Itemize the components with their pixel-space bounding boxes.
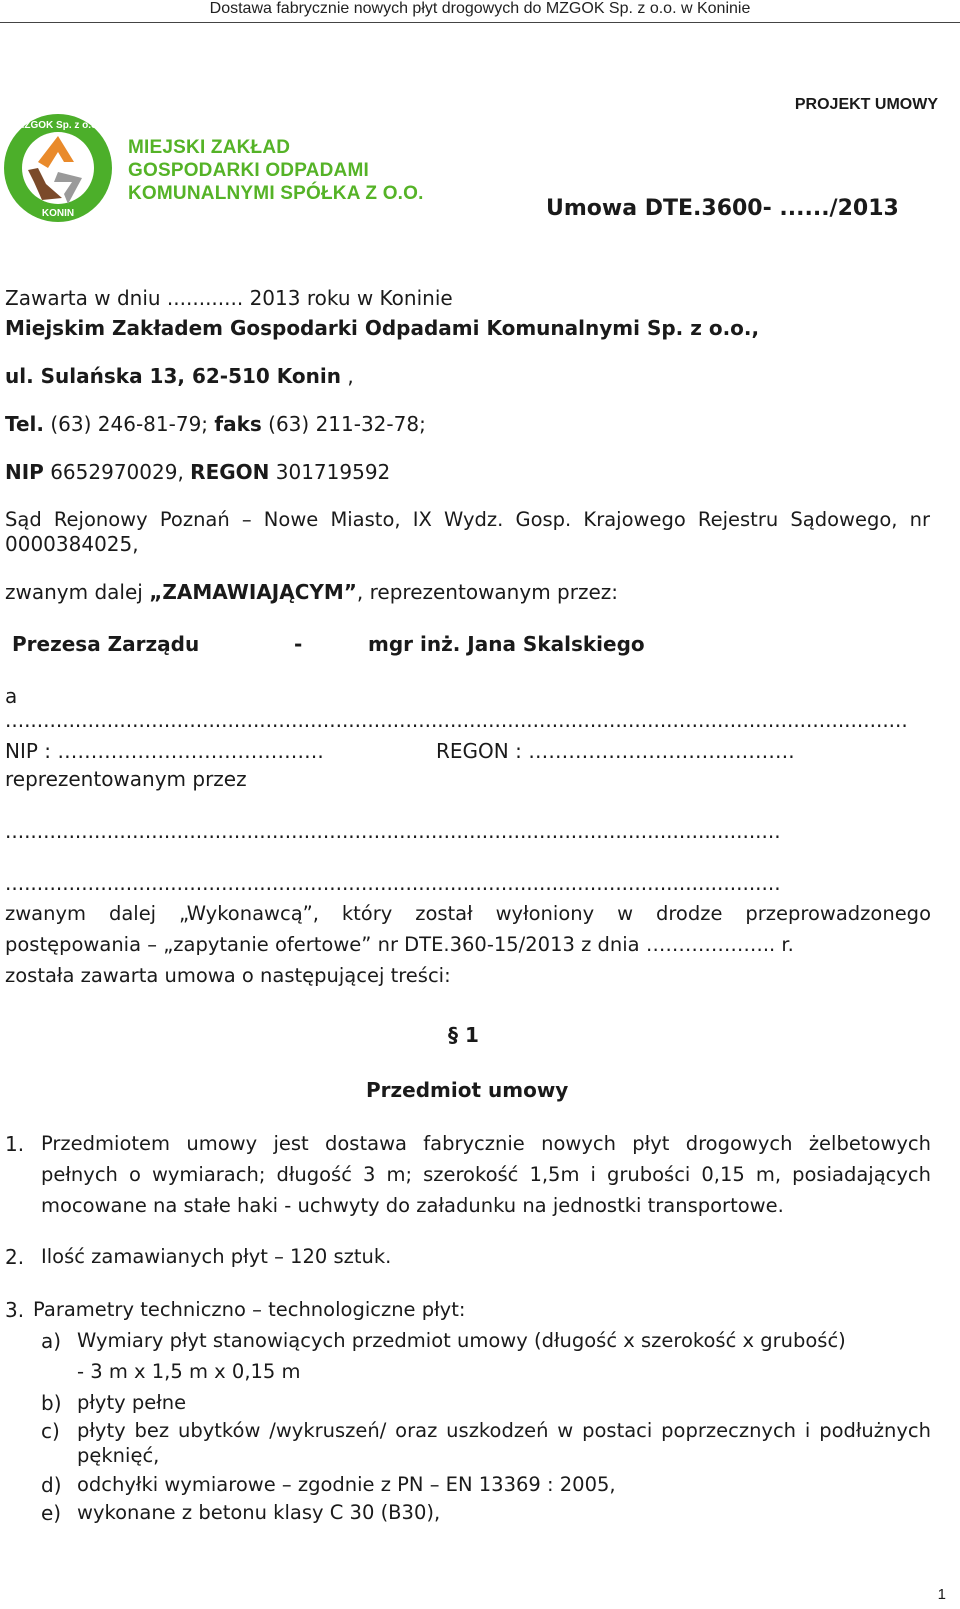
address-text: ul. Sulańska 13, 62-510 Konin: [5, 364, 342, 388]
sub-a-text: Wymiary płyt stanowiących przedmiot umowy (długość x szerokość x grubość): [77, 1329, 846, 1352]
running-header: Dostawa fabrycznie nowych płyt drogowych do MZGOK Sp. z o.o. w Koninie: [209, 0, 751, 17]
project-label: PROJEKT UMOWY: [794, 96, 938, 113]
page-number: 1: [937, 1586, 946, 1603]
contract-number: Umowa DTE.3600- ....../2013: [546, 196, 899, 221]
wykonawca-line: zwanym dalej „Wykonawcą”, który został wyłoniony w drodze przeprowadzonego: [5, 902, 931, 925]
regon-value: 301719592: [269, 460, 391, 484]
item-1-line-1: Przedmiotem umowy jest dostawa fabrycznie nowych płyt drogowych żelbetowych: [41, 1132, 931, 1155]
item-2-text: Ilość zamawianych płyt – 120 sztuk.: [41, 1245, 392, 1268]
party2-rep-blank-2: ..........................................................................................................................: [5, 871, 781, 895]
logo-line-2: GOSPODARKI ODPADAMI: [128, 160, 369, 181]
court-line-2: 0000384025,: [5, 532, 139, 556]
nip-label: NIP: [5, 460, 44, 484]
called-prefix: zwanym dalej: [5, 580, 150, 604]
party2-a: a: [5, 684, 18, 708]
section-paragraph-sign: § 1: [448, 1023, 479, 1047]
tel-label: Tel.: [5, 412, 45, 436]
ids-line: [5, 460, 390, 484]
concluded-line: została zawarta umowa o następującej treści:: [5, 964, 451, 987]
zamawiajacy-line: [5, 580, 618, 604]
called-name: „ZAMAWIAJĄCYM”: [149, 580, 357, 604]
item-1-number: 1.: [5, 1132, 25, 1156]
sub-d-text: odchyłki wymiarowe – zgodnie z PN – EN 13369 : 2005,: [77, 1473, 616, 1496]
party1-address: [5, 364, 354, 388]
sub-a-dimensions: - 3 m x 1,5 m x 0,15 m: [77, 1360, 301, 1383]
sub-e-text: wykonane z betonu klasy C 30 (B30),: [77, 1501, 441, 1524]
fax-label: faks: [214, 412, 262, 436]
address-comma: ,: [341, 364, 354, 388]
party2-name-blank: ..............................................................................................................................................: [5, 708, 908, 732]
party1-name: Miejskim Zakładem Gospodarki Odpadami Komunalnymi Sp. z o.o.,: [5, 316, 760, 340]
item-2-number: 2.: [5, 1245, 25, 1269]
sub-c-line-1: płyty bez ubytków /wykruszeń/ oraz uszkodzeń w postaci poprzecznych i podłużnych: [77, 1419, 931, 1442]
logo-ring-top: MZGOK Sp. z o.o.: [16, 120, 100, 131]
party2-rep-by: reprezentowanym przez: [5, 767, 247, 791]
item-1-line-3: mocowane na stałe haki - uchwyty do załadunku na jednostki transportowe.: [41, 1194, 784, 1217]
sub-b-text: płyty pełne: [77, 1391, 187, 1414]
recycling-logo-icon: [2, 112, 114, 224]
nip-value: 6652970029,: [43, 460, 191, 484]
sub-c-label: c): [41, 1419, 60, 1443]
sub-d-label: d): [41, 1473, 62, 1497]
called-suffix: , reprezentowanym przez:: [356, 580, 618, 604]
logo-line-1: MIEJSKI ZAKŁAD: [128, 137, 291, 158]
sub-c-line-2: pęknięć,: [77, 1444, 160, 1467]
rep-role: Prezesa Zarządu: [12, 632, 200, 656]
sub-e-label: e): [41, 1501, 62, 1525]
header-divider: [0, 22, 960, 23]
section-title: Przedmiot umowy: [366, 1078, 569, 1102]
item-1-line-2: pełnych o wymiarach; długość 3 m; szerokość 1,5m i grubości 0,15 m, posiadających: [41, 1163, 931, 1186]
item-3-text: Parametry techniczno – technologiczne płyt:: [33, 1298, 466, 1321]
court-line-1: Sąd Rejonowy Poznań – Nowe Miasto, IX Wydz. Gosp. Krajowego Rejestru Sądowego, nr: [5, 508, 930, 531]
tel-value: (63) 246-81-79;: [44, 412, 215, 436]
contact-line: [5, 412, 426, 436]
item-3-number: 3.: [5, 1298, 25, 1322]
date-line: Zawarta w dniu ............ 2013 roku w Koninie: [5, 286, 453, 310]
party2-rep-blank-1: ..........................................................................................................................: [5, 819, 781, 843]
proceeding-line: postępowania – „zapytanie ofertowe” nr DTE.360-15/2013 z dnia ……………….. r.: [5, 933, 794, 956]
logo-ring-bottom: KONIN: [41, 208, 75, 219]
party2-nip: NIP : ………………………………….: [5, 739, 324, 763]
regon-label: REGON: [190, 460, 270, 484]
sub-b-label: b): [41, 1391, 62, 1415]
party2-regon: REGON : ………………………………….: [436, 739, 795, 763]
rep-name: mgr inż. Jana Skalskiego: [368, 632, 645, 656]
logo-line-3: KOMUNALNYMI SPÓŁKA Z O.O.: [128, 183, 424, 204]
rep-dash: -: [294, 632, 303, 656]
sub-a-label: a): [41, 1329, 62, 1353]
company-logo: [2, 112, 114, 224]
fax-value: (63) 211-32-78;: [261, 412, 426, 436]
